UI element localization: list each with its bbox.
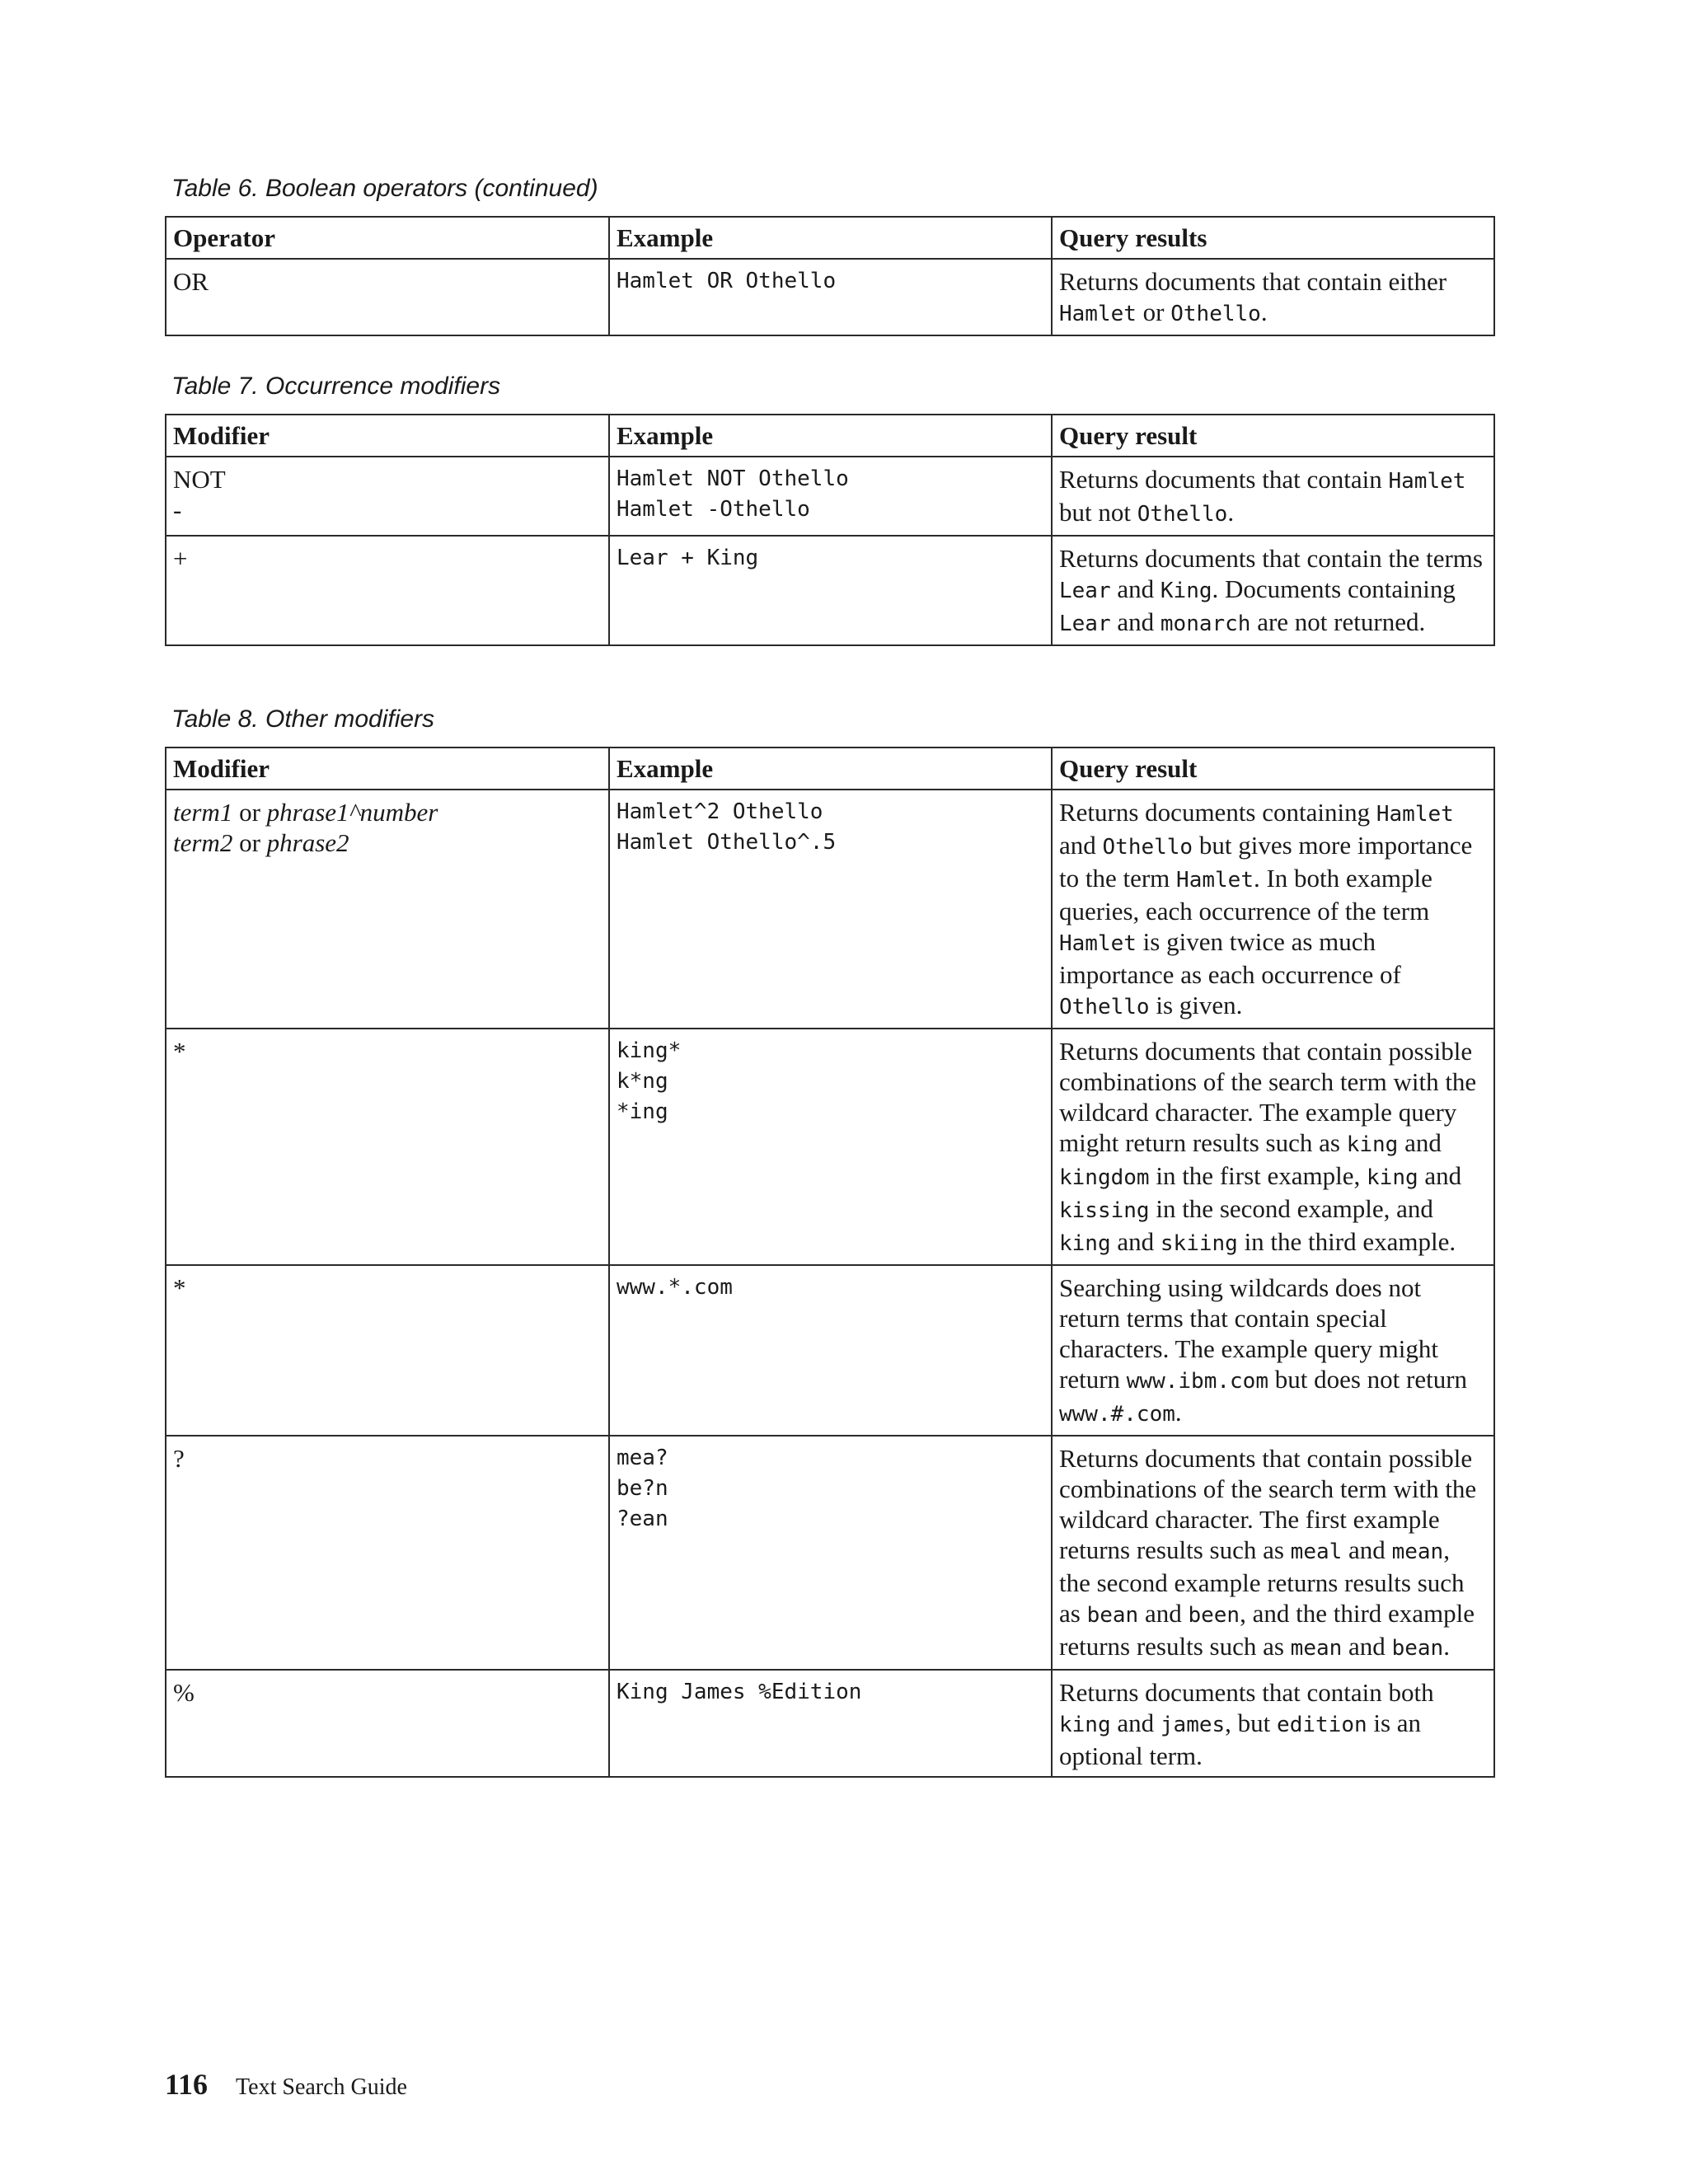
result-segment: Returns documents that contain either	[1059, 267, 1447, 296]
example-line: Hamlet Othello^.5	[617, 830, 837, 855]
result-term: Hamlet	[1388, 469, 1466, 494]
page-footer	[165, 2067, 407, 2102]
result-segment: , the second example returns results such as	[1059, 1535, 1465, 1628]
modifier-line	[173, 797, 602, 827]
table-8-caption: Table 8. Other modifiers	[171, 705, 435, 733]
example-line: *ing	[617, 1099, 668, 1124]
result-term: bean	[1391, 1636, 1444, 1661]
result-term: Lear	[1059, 579, 1111, 603]
result-segment: and	[1110, 607, 1160, 636]
column-header: Modifier	[166, 415, 609, 457]
result-cell	[1052, 1265, 1494, 1436]
result-segment: . In both example queries, each occurrence of the term	[1059, 864, 1432, 926]
result-cell	[1052, 1436, 1494, 1670]
modifier-text: phrase1^number	[266, 798, 438, 827]
modifier-text: term2	[173, 828, 233, 857]
result-text	[1059, 1036, 1487, 1259]
result-term: monarch	[1160, 612, 1251, 636]
result-term: Hamlet	[1059, 931, 1137, 956]
guide-title: Text Search Guide	[236, 2074, 407, 2100]
table-row	[166, 1670, 1494, 1777]
result-segment: and	[1110, 1227, 1160, 1256]
example-line: ?ean	[617, 1507, 668, 1531]
result-segment: but does not return	[1268, 1365, 1468, 1394]
example-line: Hamlet -Othello	[617, 497, 810, 522]
result-segment: and	[1059, 831, 1103, 860]
result-segment: is an optional term.	[1059, 1708, 1422, 1770]
result-term: kissing	[1059, 1198, 1150, 1223]
result-cell	[1052, 1670, 1494, 1777]
result-term: kingdom	[1059, 1165, 1150, 1190]
example-cell	[609, 259, 1052, 335]
modifier-line: %	[173, 1678, 195, 1707]
result-term: King	[1160, 579, 1212, 603]
result-segment: and	[1342, 1632, 1392, 1661]
table-header-row	[166, 415, 1494, 457]
table-row	[166, 790, 1494, 1029]
table-6-boolean-operators	[165, 216, 1495, 336]
result-term: king	[1059, 1713, 1111, 1737]
result-text	[1059, 797, 1487, 1023]
result-segment: , and the third example returns results such as	[1059, 1599, 1475, 1661]
result-segment: but not	[1059, 498, 1137, 527]
modifier-cell	[166, 259, 609, 335]
example-line: Hamlet OR Othello	[617, 269, 837, 293]
example-line: www.*.com	[617, 1275, 733, 1300]
column-header: Query result	[1052, 748, 1494, 790]
result-text	[1059, 464, 1487, 530]
result-term: Hamlet	[1176, 868, 1254, 893]
result-term: Lear	[1059, 612, 1111, 636]
result-segment: and	[1418, 1161, 1462, 1190]
table-8-other-modifiers	[165, 747, 1495, 1778]
modifier-cell	[166, 1436, 609, 1670]
result-text	[1059, 1443, 1487, 1664]
modifier-line: ?	[173, 1444, 185, 1473]
example-line: king*	[617, 1038, 682, 1063]
result-segment: .	[1260, 298, 1268, 326]
result-term: Hamlet	[1059, 302, 1137, 326]
result-segment: is given.	[1149, 991, 1243, 1019]
column-header: Query result	[1052, 415, 1494, 457]
result-text	[1059, 543, 1487, 640]
result-segment: .	[1227, 498, 1235, 527]
result-segment: in the second example, and	[1149, 1194, 1433, 1223]
example-cell	[609, 1436, 1052, 1670]
result-term: meal	[1290, 1540, 1343, 1564]
modifier-text: or	[232, 798, 267, 827]
example-cell	[609, 457, 1052, 536]
result-segment: , but	[1225, 1708, 1278, 1737]
result-text	[1059, 1272, 1487, 1430]
modifier-line: OR	[173, 267, 209, 296]
example-cell	[609, 1265, 1052, 1436]
result-term: www.ibm.com	[1126, 1369, 1268, 1394]
column-header: Modifier	[166, 748, 609, 790]
example-line: King James %Edition	[617, 1680, 862, 1704]
result-segment: and	[1110, 574, 1160, 603]
result-term: been	[1188, 1603, 1240, 1628]
table-7-occurrence-modifiers	[165, 414, 1495, 646]
example-line: mea?	[617, 1446, 668, 1470]
result-cell	[1052, 457, 1494, 536]
result-segment: are not returned.	[1250, 607, 1426, 636]
result-segment: .	[1175, 1398, 1182, 1427]
result-segment: Searching using wildcards does not return terms that contain special characters. The example query might return	[1059, 1273, 1438, 1394]
modifier-cell	[166, 1265, 609, 1436]
table-header-row	[166, 748, 1494, 790]
result-cell	[1052, 790, 1494, 1029]
result-term: Hamlet	[1376, 802, 1454, 827]
result-cell	[1052, 1029, 1494, 1265]
result-text	[1059, 266, 1487, 330]
result-cell	[1052, 259, 1494, 335]
result-segment: in the first example,	[1149, 1161, 1367, 1190]
modifier-cell	[166, 1670, 609, 1777]
result-term: Othello	[1170, 302, 1261, 326]
result-segment: and	[1342, 1535, 1392, 1564]
table-row	[166, 259, 1494, 335]
modifier-cell	[166, 536, 609, 645]
result-segment: in the third example.	[1237, 1227, 1456, 1256]
result-segment: Returns documents containing	[1059, 798, 1376, 827]
result-segment: Returns documents that contain	[1059, 465, 1389, 494]
result-segment: and	[1110, 1708, 1160, 1737]
table-row	[166, 1265, 1494, 1436]
result-segment: Returns documents that contain possible combinations of the search term with the wildcard character. The first example returns results such as	[1059, 1444, 1477, 1564]
result-term: Othello	[1059, 995, 1150, 1019]
modifier-line: +	[173, 544, 188, 573]
result-term: james	[1160, 1713, 1226, 1737]
modifier-line	[173, 827, 602, 858]
result-term: www.#.com	[1059, 1402, 1175, 1427]
modifier-text: phrase2	[266, 828, 349, 857]
example-line: Hamlet^2 Othello	[617, 799, 823, 824]
column-header: Example	[609, 415, 1052, 457]
result-term: mean	[1391, 1540, 1444, 1564]
result-segment: Returns documents that contain possible combinations of the search term with the wildcard character. The example query might return results such as	[1059, 1037, 1477, 1157]
modifier-line: -	[173, 495, 182, 524]
example-line: k*ng	[617, 1069, 668, 1094]
modifier-text: term1	[173, 798, 233, 827]
modifier-line: *	[173, 1273, 186, 1302]
table-6-caption: Table 6. Boolean operators (continued)	[171, 175, 598, 202]
column-header: Operator	[166, 217, 609, 259]
result-segment: Returns documents that contain the terms	[1059, 544, 1483, 573]
example-line: Lear + King	[617, 546, 759, 570]
result-term: bean	[1086, 1603, 1139, 1628]
column-header: Example	[609, 217, 1052, 259]
page-number: 116	[165, 2068, 209, 2101]
modifier-cell	[166, 1029, 609, 1265]
result-term: king	[1059, 1231, 1111, 1256]
modifier-line: *	[173, 1037, 186, 1066]
result-segment: and	[1138, 1599, 1189, 1628]
result-term: Othello	[1137, 502, 1228, 527]
modifier-cell	[166, 790, 609, 1029]
result-segment: . Documents containing	[1212, 574, 1456, 603]
example-cell	[609, 1670, 1052, 1777]
modifier-line: NOT	[173, 465, 226, 494]
result-term: edition	[1277, 1713, 1367, 1737]
result-segment: is given twice as much importance as each occurrence of	[1059, 927, 1401, 989]
result-cell	[1052, 536, 1494, 645]
modifier-cell	[166, 457, 609, 536]
result-term: king	[1346, 1132, 1399, 1157]
result-text	[1059, 1677, 1487, 1771]
result-segment: Returns documents that contain both	[1059, 1678, 1434, 1707]
result-term: mean	[1290, 1636, 1343, 1661]
table-row	[166, 1029, 1494, 1265]
table-header-row	[166, 217, 1494, 259]
modifier-text: or	[232, 828, 267, 857]
result-segment: .	[1443, 1632, 1450, 1661]
example-line: Hamlet NOT Othello	[617, 466, 849, 491]
result-term: Othello	[1102, 835, 1193, 860]
result-segment: but gives more importance to the term	[1059, 831, 1473, 893]
table-row	[166, 457, 1494, 536]
example-cell	[609, 536, 1052, 645]
table-7-caption: Table 7. Occurrence modifiers	[171, 373, 501, 400]
table-row	[166, 1436, 1494, 1670]
column-header: Query results	[1052, 217, 1494, 259]
result-term: king	[1367, 1165, 1418, 1190]
example-line: be?n	[617, 1476, 668, 1501]
result-term: skiing	[1160, 1231, 1238, 1256]
result-segment: or	[1136, 298, 1171, 326]
example-cell	[609, 1029, 1052, 1265]
table-row	[166, 536, 1494, 645]
column-header: Example	[609, 748, 1052, 790]
result-segment: and	[1398, 1128, 1442, 1157]
example-cell	[609, 790, 1052, 1029]
